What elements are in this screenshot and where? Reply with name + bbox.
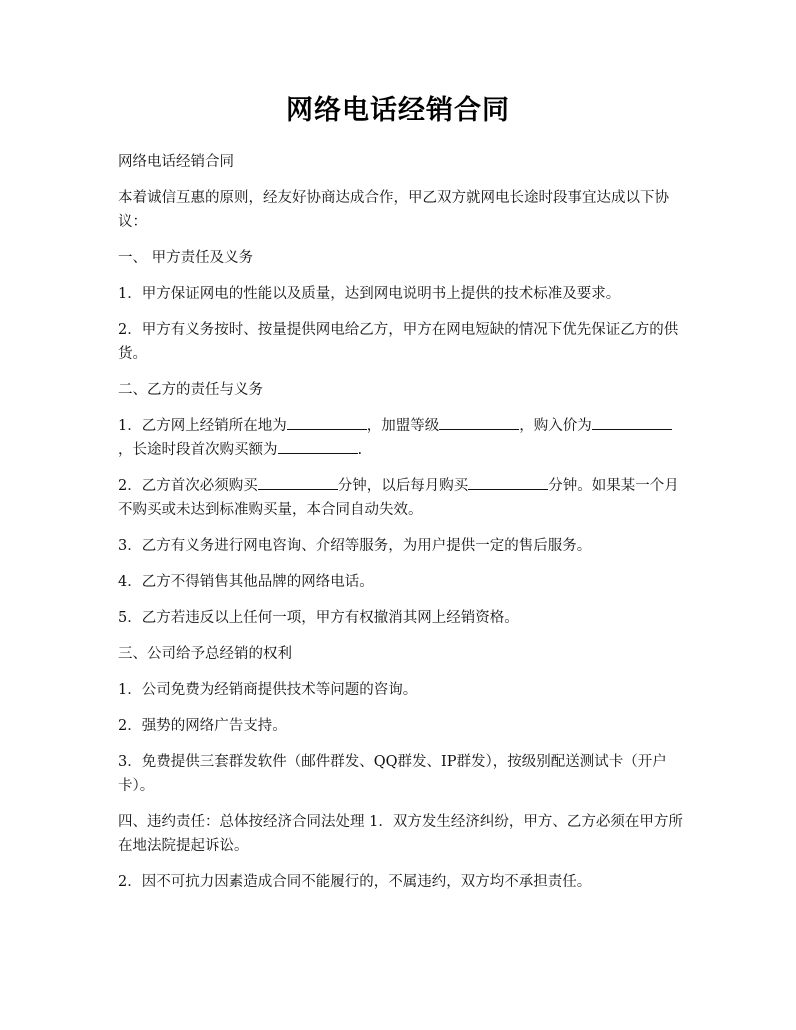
clause-c2: 2．强势的网络广告支持。	[118, 718, 287, 734]
subtitle-line: 网络电话经销合同	[118, 154, 234, 170]
blank-monthly-minutes	[468, 475, 548, 490]
clause-b4: 4．乙方不得销售其他品牌的网络电话。	[118, 574, 374, 590]
clause-b2-text-c: 分钟。如果某一个月不购买或未达到标准购买量，本合同自动失效。	[118, 478, 679, 518]
clause-b2-text-a: 2．乙方首次必须购买	[118, 478, 258, 494]
document-title: 网络电话经销合同	[286, 95, 510, 126]
blank-location	[287, 415, 367, 430]
clause-c3: 3．免费提供三套群发软件（邮件群发、QQ群发、IP群发），按级别配送测试卡（开户卡）。	[118, 754, 667, 794]
clause-b1-text-e: .	[357, 442, 363, 458]
preamble: 本着诚信互惠的原则，经友好协商达成合作，甲乙双方就网电长途时段事宜达成以下协议：	[118, 190, 669, 230]
document-body	[118, 150, 684, 906]
section-heading-1: 一、 甲方责任及义务	[118, 250, 254, 266]
section-heading-3: 三、公司给予总经销的权利	[118, 646, 292, 662]
clause-b1-text-c: ，购入价为	[519, 418, 592, 434]
clause-b2	[118, 474, 684, 522]
clause-b3: 3．乙方有义务进行网电咨询、介绍等服务，为用户提供一定的售后服务。	[118, 538, 592, 554]
clause-a2: 2．甲方有义务按时、按量提供网电给乙方，甲方在网电短缺的情况下优先保证乙方的供货。	[118, 322, 679, 362]
clause-b1-text-a: 1．乙方网上经销所在地为	[118, 418, 287, 434]
clause-d2: 2．因不可抗力因素造成合同不能履行的，不属违约，双方均不承担责任。	[118, 874, 592, 890]
clause-b5: 5．乙方若违反以上任何一项，甲方有权撤消其网上经销资格。	[118, 610, 519, 626]
blank-price	[592, 415, 672, 430]
blank-first-minutes	[258, 475, 338, 490]
blank-level	[439, 415, 519, 430]
clause-b1-text-b: ，加盟等级	[366, 418, 440, 434]
clause-b1-text-d: ，长途时段首次购买额为	[118, 442, 278, 458]
blank-first-amount	[278, 439, 358, 454]
section-heading-2: 二、乙方的责任与义务	[118, 382, 263, 398]
clause-a1: 1．甲方保证网电的性能以及质量，达到网电说明书上提供的技术标准及要求。	[118, 286, 621, 302]
clause-c1: 1．公司免费为经销商提供技术等问题的咨询。	[118, 682, 418, 698]
section-heading-4: 四、违约责任：总体按经济合同法处理 1．双方发生经济纠纷，甲方、乙方必须在甲方所在地法院提起诉讼。	[118, 814, 683, 854]
clause-b2-text-b: 分钟，以后每月购买	[337, 478, 469, 494]
clause-b1	[118, 414, 684, 462]
